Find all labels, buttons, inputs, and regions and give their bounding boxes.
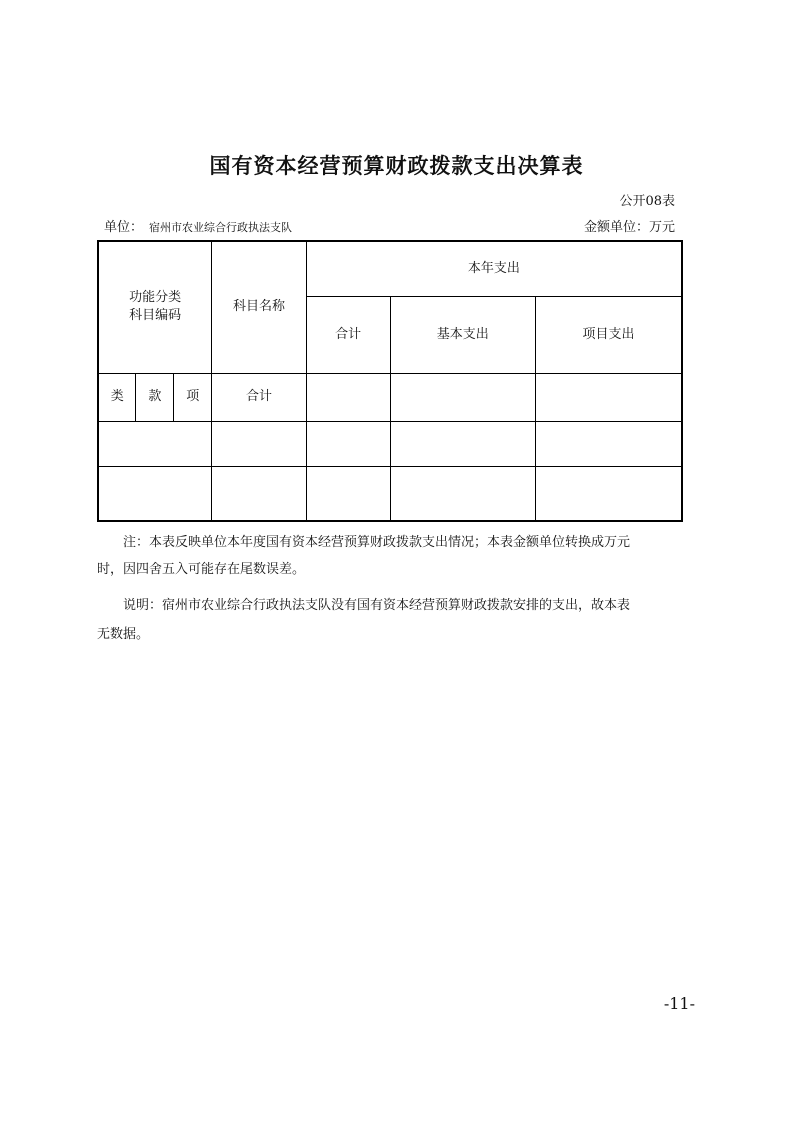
subject-code-label: 科目编码 <box>129 308 182 324</box>
project-total-cell <box>535 373 682 421</box>
subject-name-header: 科目名称 <box>212 241 307 373</box>
page-number: -11- <box>663 994 695 1013</box>
func-class-label: 功能分类 <box>129 290 182 306</box>
project-expense-header: 项目支出 <box>535 296 682 373</box>
project-cell <box>535 421 682 466</box>
total-cell <box>306 373 390 421</box>
note-line-1: 注：本表反映单位本年度国有资本经营预算财政拨款支出情况；本表金额单位转换成万元 <box>123 535 631 550</box>
total-cell <box>306 421 390 466</box>
note-paragraph <box>97 533 691 580</box>
table-row <box>98 421 682 466</box>
total-row-label: 合计 <box>212 373 307 421</box>
lei-header: 类 <box>98 373 136 421</box>
page-title: 国有资本经营预算财政拨款支出决算表 <box>209 154 584 178</box>
code-cell <box>98 421 212 466</box>
name-cell <box>212 466 307 521</box>
basic-cell <box>390 421 535 466</box>
explanation-line-1: 说明：宿州市农业综合行政执法支队没有国有资本经营预算财政拨款安排的支出，故本表 <box>123 598 631 613</box>
code-cell <box>98 466 212 521</box>
xiang-header: 项 <box>174 373 212 421</box>
project-cell <box>535 466 682 521</box>
year-expense-header: 本年支出 <box>306 241 682 296</box>
unit-row <box>104 216 292 235</box>
unit-value: 宿州市农业综合行政执法支队 <box>149 221 293 234</box>
amount-unit: 金额单位：万元 <box>583 220 675 235</box>
total-cell <box>306 466 390 521</box>
total-header: 合计 <box>306 296 390 373</box>
unit-label: 单位： <box>104 220 144 235</box>
basic-total-cell <box>390 373 535 421</box>
basic-expense-header: 基本支出 <box>390 296 535 373</box>
expense-table <box>97 240 683 522</box>
note-line-2: 时，因四舍五入可能存在尾数误差。 <box>97 562 306 577</box>
func-class-header <box>98 241 212 373</box>
basic-cell <box>390 466 535 521</box>
kuan-header: 款 <box>136 373 174 421</box>
explanation-line-2: 无数据。 <box>97 627 150 642</box>
explanation-paragraph <box>97 596 691 645</box>
form-number: 公开08表 <box>619 194 675 209</box>
name-cell <box>212 421 307 466</box>
table-row <box>98 466 682 521</box>
